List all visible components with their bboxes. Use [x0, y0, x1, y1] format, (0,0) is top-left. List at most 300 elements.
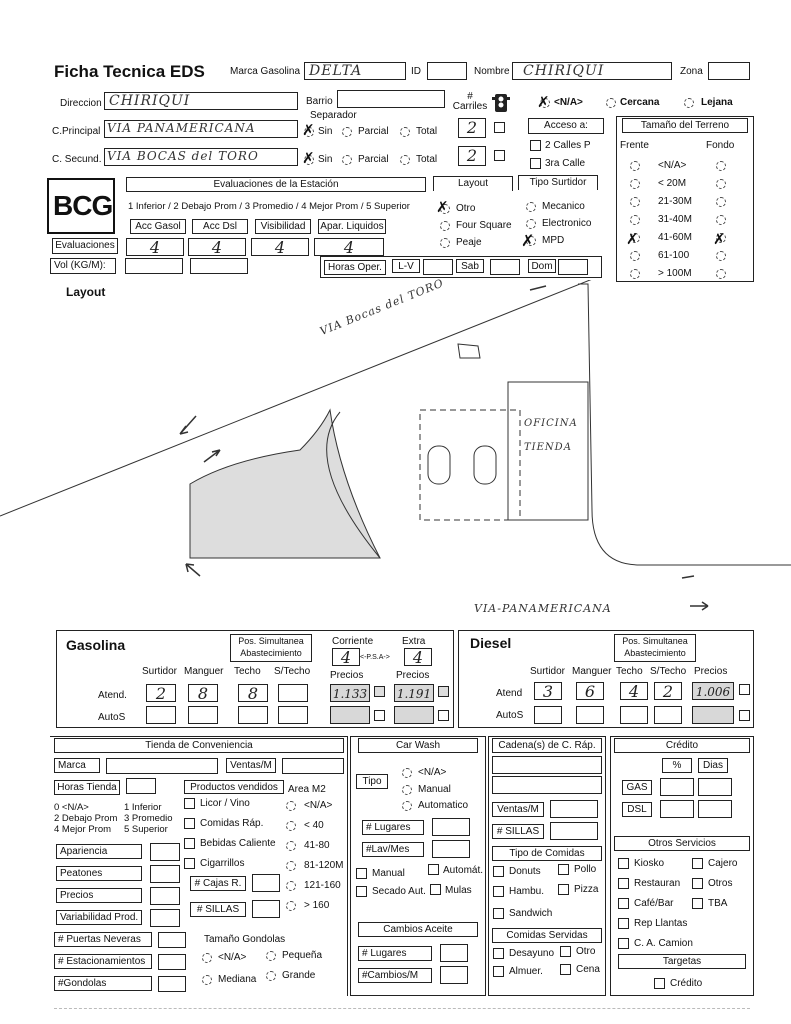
marca-tienda-label: Marca — [54, 758, 100, 773]
producto-checkbox[interactable] — [184, 838, 195, 849]
gas-autos-field[interactable] — [146, 706, 176, 724]
carriles-label: # Carriles — [452, 91, 488, 112]
eval-col-header: Acc Dsl — [192, 219, 248, 234]
tercera-calle-label: 3ra Calle — [545, 158, 586, 169]
marca-value: DELTA — [309, 63, 363, 79]
sandwich-checkbox[interactable] — [493, 908, 504, 919]
otros-servicio-checkbox[interactable] — [618, 898, 629, 909]
surtidor-option-label: Mecanico — [542, 201, 585, 212]
scale-label: 1 Inferior — [124, 802, 162, 813]
scale-label: 3 Promedio — [124, 813, 173, 824]
gas-col-label: S/Techo — [274, 666, 311, 677]
frente-radio[interactable] — [630, 269, 640, 279]
carwash-tipo-label: Tipo — [356, 774, 388, 789]
area-radio[interactable] — [286, 901, 296, 911]
otros-servicio-checkbox[interactable] — [618, 918, 629, 929]
gas-col-label: Manguer — [184, 666, 224, 677]
eval-value-field[interactable]: 4 — [126, 238, 184, 256]
cw-manual-chk-label: Manual — [372, 868, 405, 879]
dsl-autos-field[interactable] — [534, 706, 562, 724]
otros-servicio-label: Café/Bar — [634, 898, 674, 909]
otros-servicio-checkbox[interactable] — [692, 898, 703, 909]
cambios-m-field[interactable] — [440, 966, 468, 984]
barrio-label: Barrio — [306, 96, 333, 107]
horas-tienda-label: Horas Tienda — [54, 780, 120, 795]
cena-checkbox[interactable] — [560, 964, 571, 975]
scale-label: 5 Superior — [124, 824, 168, 835]
tam-grande-radio[interactable] — [266, 971, 276, 981]
area-option-label: <N/A> — [304, 800, 333, 811]
gas-autos-precio-2[interactable] — [394, 706, 434, 724]
cadena-field-2[interactable] — [492, 776, 602, 794]
cross-mark-icon: ✗ — [436, 199, 449, 216]
diesel-pos-header: Pos. Simultanea Abastecimiento — [614, 634, 696, 662]
horas-label: Horas Oper. — [324, 260, 386, 275]
otros-servicio-label: Otros — [708, 878, 733, 889]
lv-label: L-V — [392, 259, 420, 273]
fondo-radio[interactable] — [716, 161, 726, 171]
cw-secado-checkbox[interactable] — [356, 886, 367, 897]
marca-field[interactable] — [304, 62, 406, 80]
pollo-label: Pollo — [574, 864, 597, 875]
scale-label: 2 Debajo Prom — [54, 813, 118, 824]
dsl-atend-field[interactable]: 2 — [654, 682, 682, 700]
gas-dias-field[interactable] — [698, 778, 732, 796]
area-option-label: 41-80 — [304, 840, 330, 851]
cw-lavmes-label: #Lav/Mes — [362, 842, 424, 857]
vol-field-2[interactable] — [190, 258, 248, 274]
cross-mark-icon: ✗ — [713, 231, 726, 248]
fondo-radio[interactable] — [716, 269, 726, 279]
gas-autos-field[interactable] — [238, 706, 268, 724]
gas-atend-field[interactable]: 8 — [238, 684, 268, 702]
carriles-field-2[interactable]: 2 — [458, 146, 486, 166]
zona-field[interactable] — [708, 62, 750, 80]
cadena-ventas-field[interactable] — [550, 800, 598, 818]
gas-precios-label-1: Precios — [330, 670, 364, 681]
nombre-label: Nombre — [474, 66, 510, 77]
cajas-field[interactable] — [252, 874, 280, 892]
gas-precio-field-1[interactable]: 1.133 — [330, 684, 370, 702]
road-bocas-label: VIA Bocas del TORO — [318, 276, 446, 339]
parcial-radio-1[interactable] — [342, 127, 352, 137]
tienda-eval-field[interactable] — [150, 843, 180, 861]
eval-scale: 1 Inferior / 2 Debajo Prom / 3 Promedio / 4 Mejor Prom / 5 Superior — [128, 201, 410, 212]
marca-tienda-field[interactable] — [106, 758, 218, 774]
psa-label: <-P.S.A-> — [360, 654, 390, 661]
pct-label: % — [662, 758, 692, 773]
eval-col-header: Visibilidad — [255, 219, 311, 234]
gas-precio-checkbox-1[interactable] — [374, 686, 385, 697]
desayuno-checkbox[interactable] — [493, 948, 504, 959]
layout-option-radio[interactable] — [440, 238, 450, 248]
dsl-col-label: Precios — [694, 666, 728, 677]
surtidor-option-label: Electronico — [542, 218, 592, 229]
gas-precios-label-2: Precios — [396, 670, 430, 681]
bcg-logo-text: BCG — [53, 190, 113, 221]
dsl-atend-field[interactable]: 3 — [534, 682, 562, 700]
dsl-col-label: Techo — [616, 666, 643, 677]
almuer-checkbox[interactable] — [493, 966, 504, 977]
cross-mark-icon: ✗ — [302, 122, 315, 139]
otros-servicio-label: Cajero — [708, 858, 738, 869]
area-option-label: > 160 — [304, 900, 330, 911]
dias-label: Dias — [698, 758, 728, 773]
cw-lugares-label: # Lugares — [362, 820, 424, 835]
gas-credit-label: GAS — [622, 780, 652, 795]
dsl-col-label: Surtidor — [530, 666, 566, 677]
terreno-header: Tamaño del Terreno — [622, 118, 748, 133]
gondolas-field[interactable] — [158, 976, 186, 992]
dsl-atend-field[interactable]: 4 — [620, 682, 648, 700]
area-option-label: < 40 — [304, 820, 324, 831]
calles-p-label: 2 Calles P — [545, 140, 591, 151]
otros-servicio-label: Rep Llantas — [634, 918, 688, 929]
evaluaciones-label: Evaluaciones — [52, 238, 118, 254]
gas-precio-field-2[interactable]: 1.191 — [394, 684, 434, 702]
dsl-precio-field[interactable]: 1.006 — [692, 682, 734, 700]
csecund-field[interactable] — [104, 148, 298, 166]
horas-tienda-field[interactable] — [126, 778, 156, 794]
footer-divider — [54, 1008, 750, 1009]
fondo-label: Fondo — [706, 140, 735, 151]
tam-na-radio[interactable] — [202, 953, 212, 963]
dom-label: Dom — [528, 259, 556, 273]
dsl-autos-field[interactable] — [654, 706, 682, 724]
cajas-label: # Cajas R. — [190, 876, 246, 891]
layout-option-label: Otro — [456, 203, 476, 214]
cw-manual-checkbox[interactable] — [356, 868, 367, 879]
csecund-label: C. Secund. — [52, 154, 102, 165]
otros-servicio-checkbox[interactable] — [618, 938, 629, 949]
dsl-dias-field[interactable] — [698, 800, 732, 818]
area-option-label: 81-120M — [304, 860, 344, 871]
gas-col-label: Techo — [234, 666, 261, 677]
otros-servicio-checkbox[interactable] — [618, 858, 629, 869]
cw-manual-radio[interactable] — [402, 785, 412, 795]
area-radio[interactable] — [286, 841, 296, 851]
dsl-autos-field[interactable] — [576, 706, 604, 724]
donuts-checkbox[interactable] — [493, 866, 504, 877]
surtidor-option-label: MPD — [542, 235, 565, 246]
tam-mediana-label: Mediana — [218, 974, 257, 985]
total-radio-1[interactable] — [400, 127, 410, 137]
dsl-col-label: S/Techo — [650, 666, 687, 677]
total-label-1: Total — [416, 126, 438, 137]
sillas-tienda-label: # SILLAS — [190, 902, 246, 917]
gas-atend-label: Atend. — [98, 690, 127, 701]
fondo-radio[interactable] — [716, 197, 726, 207]
page-title: Ficha Tecnica EDS — [54, 62, 205, 81]
lejana-radio[interactable] — [684, 98, 694, 108]
dsl-credit-label: DSL — [622, 802, 652, 817]
tienda-eval-field[interactable] — [150, 887, 180, 905]
eval-value-field[interactable]: 4 — [251, 238, 309, 256]
cw-auto-radio[interactable] — [402, 801, 412, 811]
gas-autos-checkbox-2[interactable] — [438, 710, 449, 721]
productos-header: Productos vendidos — [184, 780, 284, 794]
sillas-tienda-field[interactable] — [252, 900, 280, 918]
gas-autos-checkbox-1[interactable] — [374, 710, 385, 721]
site-sketch — [0, 280, 791, 630]
surtidor-header: Tipo Surtidor — [518, 175, 598, 190]
tam-pequena-radio[interactable] — [266, 951, 276, 961]
dsl-autos-precio[interactable] — [692, 706, 734, 724]
cambios-lugares-field[interactable] — [440, 944, 468, 962]
cadena-ventas-label: Ventas/M — [492, 802, 544, 817]
cercana-radio[interactable] — [606, 98, 616, 108]
gondolas-label: #Gondolas — [54, 976, 152, 991]
dom-field[interactable] — [558, 259, 588, 275]
cprincipal-label: C.Principal — [52, 126, 101, 137]
cprincipal-value: VIA PANAMERICANA — [107, 121, 256, 135]
parcial-radio-2[interactable] — [342, 155, 352, 165]
gas-atend-field[interactable]: 2 — [146, 684, 176, 702]
cadena-sillas-label: # SILLAS — [492, 824, 544, 839]
otros-servicio-label: Kiosko — [634, 858, 665, 869]
cadena-sillas-field[interactable] — [550, 822, 598, 840]
hambu-label: Hambu. — [509, 886, 545, 897]
fondo-radio[interactable] — [716, 215, 726, 225]
cambios-lugares-label: # Lugares — [358, 946, 432, 961]
tienda-eval-label: Apariencia — [56, 844, 142, 859]
otros-servicio-checkbox[interactable] — [692, 858, 703, 869]
na-label: <N/A> — [554, 97, 583, 108]
producto-checkbox[interactable] — [184, 798, 195, 809]
otro-comida-label: Otro — [576, 946, 596, 957]
area-radio[interactable] — [286, 881, 296, 891]
otros-servicio-checkbox[interactable] — [692, 878, 703, 889]
area-radio[interactable] — [286, 801, 296, 811]
dsl-precio-checkbox[interactable] — [739, 684, 750, 695]
dsl-pct-field[interactable] — [660, 800, 694, 818]
terreno-option-label: < 20M — [658, 178, 687, 189]
fondo-radio[interactable] — [716, 179, 726, 189]
tamano-label: Tamaño Gondolas — [204, 934, 286, 945]
dsl-autos-field[interactable] — [620, 706, 648, 724]
sab-label: Sab — [456, 259, 484, 273]
cw-na-radio[interactable] — [402, 768, 412, 778]
dsl-autos-label: AutoS — [496, 710, 524, 721]
neveras-label: # Puertas Neveras — [54, 932, 152, 947]
eval-col-header: Apar. Liquidos — [318, 219, 386, 234]
dsl-atend-label: Atend — [496, 688, 523, 699]
layout-option-radio[interactable] — [440, 221, 450, 231]
nombre-field[interactable] — [512, 62, 672, 80]
otro-comida-checkbox[interactable] — [560, 946, 571, 957]
sab-field[interactable] — [490, 259, 520, 275]
frente-radio[interactable] — [630, 161, 640, 171]
terreno-option-label: 31-40M — [658, 214, 692, 225]
cadena-field-1[interactable] — [492, 756, 602, 774]
frente-radio[interactable] — [630, 197, 640, 207]
lejana-label: Lejana — [701, 97, 733, 108]
almuer-label: Almuer. — [509, 966, 543, 977]
producto-label: Licor / Vino — [200, 798, 250, 809]
area-label: Area M2 — [288, 784, 326, 795]
tienda-eval-label: Precios — [56, 888, 142, 903]
vol-field-1[interactable] — [125, 258, 183, 274]
sin-label-2: Sin — [318, 154, 333, 165]
id-field[interactable] — [427, 62, 467, 80]
eval-value-field[interactable]: 4 — [188, 238, 246, 256]
lv-field[interactable] — [423, 259, 453, 275]
cadena-header: Cadena(s) de C. Ráp. — [492, 738, 602, 753]
terreno-option-label: > 100M — [658, 268, 692, 279]
ventas-tienda-field[interactable] — [282, 758, 344, 774]
credito-header: Crédito — [614, 738, 750, 753]
direccion-value: CHIRIQUI — [109, 93, 191, 109]
acceso-header: Acceso a: — [528, 118, 604, 134]
dsl-col-label: Manguer — [572, 666, 612, 677]
estacionamientos-label: # Estacionamientos — [54, 954, 152, 969]
corriente-label: Corriente — [332, 636, 374, 647]
otros-servicios-header: Otros Servicios — [614, 836, 750, 851]
frente-radio[interactable] — [630, 251, 640, 261]
eval-value-field[interactable]: 4 — [314, 238, 384, 256]
gasolina-pos-header: Pos. Simultanea Abastecimiento — [230, 634, 312, 662]
pizza-label: Pizza — [574, 884, 599, 895]
parcial-label-1: Parcial — [358, 126, 389, 137]
tam-mediana-radio[interactable] — [202, 975, 212, 985]
cw-automat-checkbox[interactable] — [428, 864, 439, 875]
cprincipal-field[interactable] — [104, 120, 298, 138]
scale-label: 4 Mejor Prom — [54, 824, 112, 835]
tam-pequena-label: Pequeña — [282, 950, 323, 961]
producto-checkbox[interactable] — [184, 858, 195, 869]
id-label: ID — [411, 66, 421, 77]
diesel-title: Diesel — [470, 635, 512, 651]
producto-checkbox[interactable] — [184, 818, 195, 829]
pizza-checkbox[interactable] — [558, 884, 569, 895]
total-label-2: Total — [416, 154, 438, 165]
carriles-checkbox-1[interactable] — [494, 122, 505, 133]
extra-field[interactable]: 4 — [404, 648, 432, 666]
surtidor-option-radio[interactable] — [526, 202, 536, 212]
tienda-label: TIENDA — [524, 442, 572, 453]
cw-lavmes-field[interactable] — [432, 840, 470, 858]
layout-option-label: Peaje — [456, 237, 482, 248]
credito-chk-label: Crédito — [670, 978, 703, 989]
eval-header: Evaluaciones de la Estación — [126, 177, 426, 192]
tienda-eval-field[interactable] — [150, 909, 180, 927]
cw-na-label: <N/A> — [418, 767, 447, 778]
gas-atend-field[interactable] — [278, 684, 308, 702]
tam-grande-label: Grande — [282, 970, 316, 981]
gas-pct-field[interactable] — [660, 778, 694, 796]
marca-label: Marca Gasolina — [230, 66, 301, 77]
cw-lugares-field[interactable] — [432, 818, 470, 836]
gas-precio-checkbox-2[interactable] — [438, 686, 449, 697]
cw-mulas-label: Mulas — [445, 885, 472, 896]
corriente-field[interactable]: 4 — [332, 648, 360, 666]
zona-label: Zona — [680, 66, 703, 77]
fondo-radio[interactable] — [716, 251, 726, 261]
eval-col-header: Acc Gasol — [130, 219, 186, 234]
nombre-value: CHIRIQUI — [523, 63, 605, 79]
sin-label-1: Sin — [318, 126, 333, 137]
gas-autos-precio-1[interactable] — [330, 706, 370, 724]
cambios-header: Cambios Aceite — [358, 922, 478, 937]
oficina-label: OFICINA — [524, 418, 578, 429]
cross-mark-icon: ✗ — [537, 94, 550, 111]
otros-servicio-label: TBA — [708, 898, 728, 909]
cw-auto-label: Automatico — [418, 800, 469, 811]
cw-secado-label: Secado Aut. — [372, 886, 426, 897]
barrio-field[interactable] — [337, 90, 445, 108]
bcg-logo — [47, 178, 115, 234]
producto-label: Cigarrillos — [200, 858, 245, 869]
road-panamericana-label: VIA-PANAMERICANA — [474, 602, 612, 615]
cambios-m-label: #Cambios/M — [358, 968, 432, 983]
tipo-comidas-header: Tipo de Comidas — [492, 846, 602, 861]
sandwich-label: Sandwich — [509, 908, 553, 919]
carriles-checkbox-2[interactable] — [494, 150, 505, 161]
otros-servicio-checkbox[interactable] — [618, 878, 629, 889]
area-radio[interactable] — [286, 861, 296, 871]
desayuno-label: Desayuno — [509, 948, 555, 959]
terreno-option-label: 21-30M — [658, 196, 692, 207]
neveras-field[interactable] — [158, 932, 186, 948]
carriles-field-1[interactable]: 2 — [458, 118, 486, 138]
surtidor-option-radio[interactable] — [526, 219, 536, 229]
area-option-label: 121-160 — [304, 880, 341, 891]
dsl-atend-field[interactable]: 6 — [576, 682, 604, 700]
separador-label: Separador — [310, 110, 357, 121]
tienda-eval-field[interactable] — [150, 865, 180, 883]
calles-p-checkbox[interactable] — [530, 140, 541, 151]
cw-manual-label: Manual — [418, 784, 451, 795]
tam-na-label: <N/A> — [218, 952, 247, 963]
frente-label: Frente — [620, 140, 649, 151]
vol-label: Vol (KG/M): — [50, 258, 116, 274]
targetas-header: Targetas — [618, 954, 746, 969]
cena-label: Cena — [576, 964, 600, 975]
area-radio[interactable] — [286, 821, 296, 831]
frente-radio[interactable] — [630, 215, 640, 225]
credito-checkbox[interactable] — [654, 978, 665, 989]
direccion-field[interactable] — [104, 92, 298, 110]
tienda-eval-label: Variabilidad Prod. — [56, 910, 142, 925]
cw-mulas-checkbox[interactable] — [430, 884, 441, 895]
total-radio-2[interactable] — [400, 155, 410, 165]
extra-label: Extra — [402, 636, 426, 647]
cross-mark-icon: ✗ — [626, 231, 639, 248]
cercana-label: Cercana — [620, 97, 660, 108]
tercera-calle-checkbox[interactable] — [530, 158, 541, 169]
gas-atend-field[interactable]: 8 — [188, 684, 218, 702]
pollo-checkbox[interactable] — [558, 864, 569, 875]
frente-radio[interactable] — [630, 179, 640, 189]
gas-autos-field[interactable] — [188, 706, 218, 724]
dsl-autos-checkbox[interactable] — [739, 710, 750, 721]
terreno-option-label: 41-60M — [658, 232, 692, 243]
parcial-label-2: Parcial — [358, 154, 389, 165]
hambu-checkbox[interactable] — [493, 886, 504, 897]
layout-option-label: Four Square — [456, 220, 512, 231]
gasolina-title: Gasolina — [66, 637, 126, 653]
donuts-label: Donuts — [509, 866, 541, 877]
tienda-header: Tienda de Conveniencia — [54, 738, 344, 753]
producto-label: Bebidas Caliente — [200, 838, 276, 849]
gas-autos-field[interactable] — [278, 706, 308, 724]
gas-col-label: Surtidor — [142, 666, 178, 677]
carwash-header: Car Wash — [358, 738, 478, 753]
scale-label: 0 <N/A> — [54, 802, 89, 813]
estacionamientos-field[interactable] — [158, 954, 186, 970]
terreno-option-label: 61-100 — [658, 250, 690, 261]
traffic-light-icon — [492, 92, 510, 117]
